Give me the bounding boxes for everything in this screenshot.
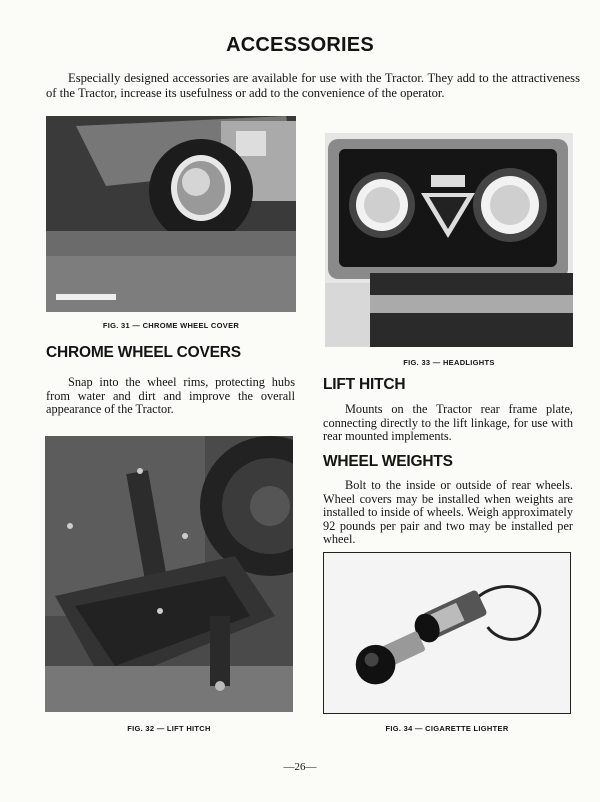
intro-paragraph: Especially designed accessories are available for use with the Tractor. They add to the attractiveness of the Tractor, increase its usefulness or add to the convenience of the operator. (46, 71, 580, 100)
lift-hitch-photo (45, 436, 293, 712)
page-title: ACCESSORIES (226, 34, 374, 56)
cigarette-lighter-photo (323, 552, 571, 714)
fig31-caption: FIG. 31 — CHROME WHEEL COVER (102, 321, 240, 330)
fig32-caption: FIG. 32 — LIFT HITCH (127, 724, 211, 733)
fig34-caption: FIG. 34 — CIGARETTE LIGHTER (385, 724, 509, 733)
fig33-caption: FIG. 33 — HEADLIGHTS (403, 358, 495, 367)
chrome-wheel-covers-text: Snap into the wheel rims, protecting hubs from water and dirt and improve the overall appearance of the Tractor. (46, 375, 295, 417)
chrome-wheel-cover-photo (46, 116, 296, 312)
headlights-photo (325, 133, 573, 347)
wheel-weights-heading: WHEEL WEIGHTS (323, 453, 453, 470)
wheel-weights-text: Bolt to the inside or outside of rear wheels. Wheel covers may be installed when weights are installed to inside of wheels. Weigh approximately 92 pounds per pair and two may be installed per wheel. (323, 478, 573, 547)
page-number: —26— (283, 761, 317, 773)
lift-hitch-text: Mounts on the Tractor rear frame plate, connecting directly to the lift linkage, for use with rear mounted implements. (323, 402, 573, 444)
lift-hitch-heading: LIFT HITCH (323, 376, 406, 393)
chrome-wheel-covers-heading: CHROME WHEEL COVERS (46, 344, 241, 361)
